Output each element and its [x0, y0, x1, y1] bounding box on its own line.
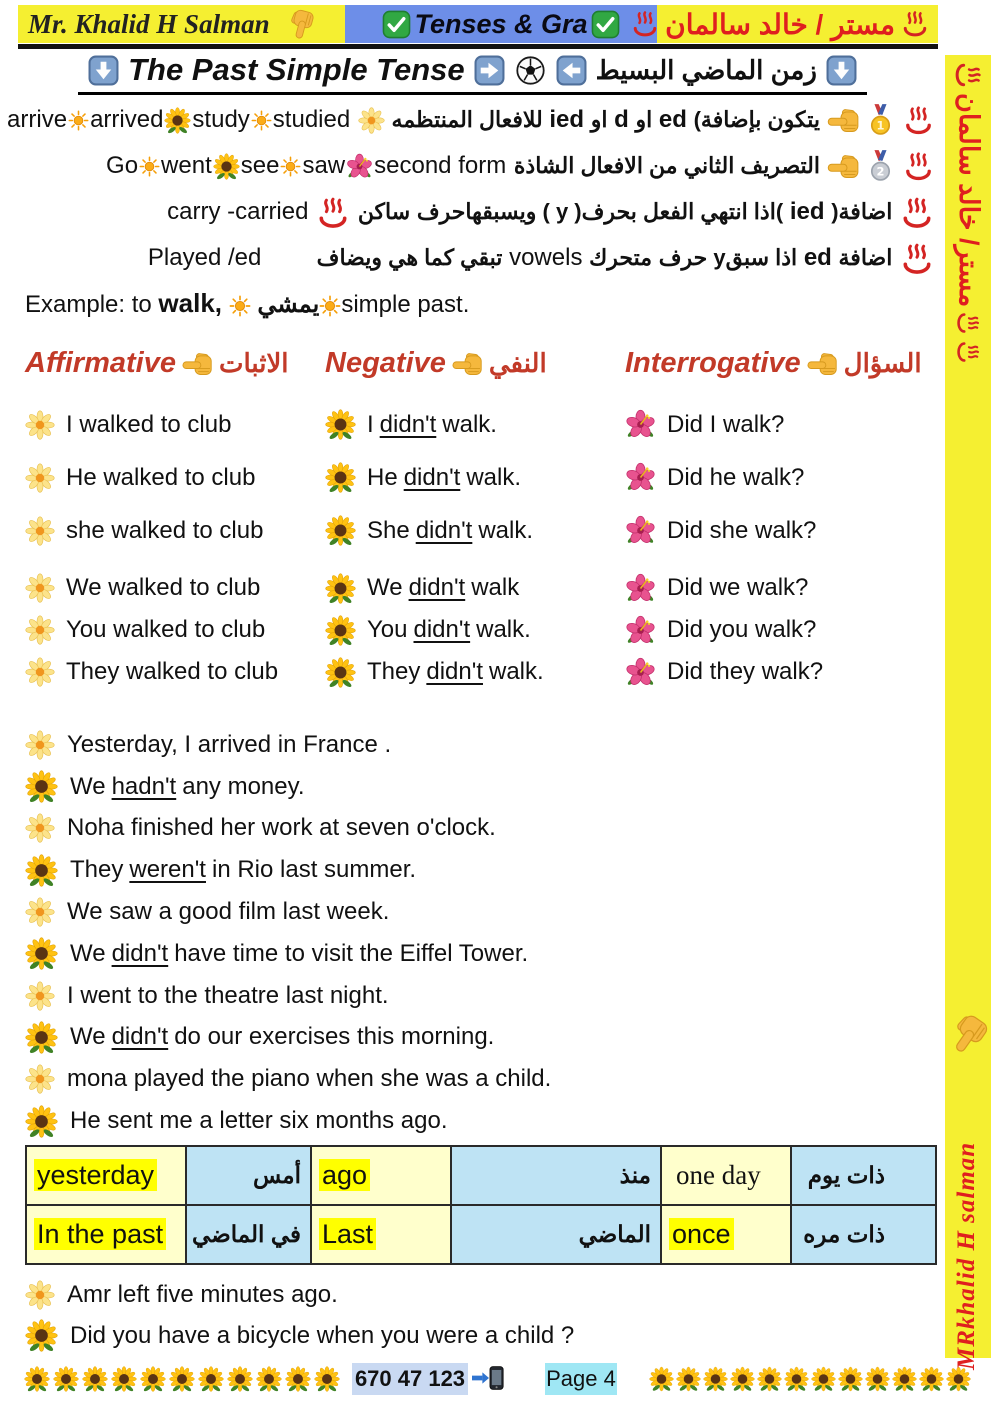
hibiscus-icon	[625, 515, 656, 546]
list-item: mona played the piano when she was a child.	[25, 1058, 563, 1100]
sunflower-icon	[919, 1365, 944, 1393]
rules-section	[7, 97, 935, 281]
affirmative-cell	[25, 609, 325, 651]
sentence-text: I didn't walk.	[367, 410, 497, 438]
interrogative-cell	[625, 504, 935, 557]
sunflower-icon	[227, 1365, 253, 1393]
blossom-icon	[25, 897, 55, 927]
blossom-icon	[358, 107, 385, 134]
sunflower-icon	[730, 1365, 755, 1393]
sentence-text: They didn't walk.	[367, 658, 544, 685]
blossom-icon	[25, 410, 55, 440]
sunflower-icon	[325, 573, 356, 604]
list-item: Yesterday, I arrived in France .	[25, 724, 563, 766]
sentence-text: Did they walk?	[667, 658, 824, 685]
rule-text-arabic: للافعال المنتظمه	[391, 107, 543, 132]
table-cell: منذ	[451, 1146, 661, 1205]
title-arabic: زمن الماضي البسيط	[595, 54, 817, 85]
footer	[0, 1360, 992, 1403]
table-cell: الماضي	[451, 1205, 661, 1264]
negative-cell	[325, 567, 625, 609]
sunflower-icon	[25, 937, 58, 970]
phone-with-arrow-icon	[472, 1365, 506, 1391]
right-sidebar	[945, 55, 991, 1370]
table-cell: In the past	[26, 1205, 186, 1264]
sentence-text: We didn't walk	[367, 574, 520, 601]
sentence-text: He walked to club	[66, 463, 256, 491]
table-cell: once	[661, 1205, 791, 1264]
table-row	[26, 1146, 936, 1205]
second-form-label: second form	[374, 152, 507, 179]
header-english: Negative	[325, 347, 446, 379]
sentence-text: Did you walk?	[667, 616, 817, 643]
verb-examples	[6, 106, 351, 133]
header-left	[28, 9, 316, 40]
sunflower-icon	[285, 1365, 311, 1393]
sunflower-icon	[325, 615, 356, 646]
verb-base: arrive	[7, 106, 68, 133]
sunflower-icon	[24, 1365, 50, 1393]
list-item: We didn't do our exercises this morning.	[25, 1017, 563, 1059]
sentence-text: She didn't walk.	[367, 516, 534, 544]
rule-text-arabic: اذا سبقy حرف	[658, 245, 798, 270]
sunflower-icon	[838, 1365, 863, 1393]
hot-springs-icon	[899, 195, 935, 231]
sun-icon	[139, 156, 160, 177]
sunflower-icon	[140, 1365, 166, 1393]
rule-text-arabic: او	[635, 107, 653, 132]
phone-number-box: 670 47 123	[352, 1363, 468, 1395]
list-item: Amr left five minutes ago.	[25, 1274, 574, 1315]
rule-ed-spelling	[20, 235, 935, 281]
sunflower-icon	[256, 1365, 282, 1393]
affirmative-cell	[25, 651, 325, 693]
sunflower-icon	[325, 409, 356, 440]
blossom-icon	[25, 657, 55, 687]
sunflower-icon	[53, 1365, 79, 1393]
table-cell: one day	[661, 1146, 791, 1205]
header-english: Interrogative	[625, 347, 801, 379]
blossom-icon	[25, 981, 55, 1011]
rule-text-arabic: او	[590, 107, 608, 132]
list-item: We hadn't any money.	[25, 766, 563, 808]
sunflower-icon	[164, 107, 191, 134]
rule-text-arabic: اضافة(	[831, 199, 893, 224]
conjugation-grid-singular	[25, 398, 935, 557]
check-icon	[382, 10, 411, 39]
verb-past: saw	[302, 152, 346, 179]
sun-icon	[280, 156, 301, 177]
page-number-box: Page 4	[545, 1363, 617, 1395]
hibiscus-icon	[625, 615, 656, 646]
negative-cell	[325, 504, 625, 557]
title-english: The Past Simple Tense	[128, 52, 465, 87]
sunflower-row-right	[649, 1365, 971, 1393]
interrogative-cell	[625, 651, 935, 693]
sunflower-icon	[82, 1365, 108, 1393]
suffix-ed: ed	[658, 106, 687, 133]
played-example: Played /ed	[147, 244, 262, 271]
blossom-icon	[25, 463, 55, 493]
header-arabic: النفي	[488, 348, 547, 378]
point-left-hand-icon	[827, 154, 860, 179]
sunflower-icon	[25, 854, 58, 887]
sunflower-icon	[676, 1365, 701, 1393]
rule-ied-spelling	[20, 189, 935, 235]
affirmative-cell	[25, 451, 325, 504]
example-text: Example: to	[25, 291, 159, 318]
sidebar-teacher-arabic: مستر/ خالد سالمان	[953, 93, 984, 308]
rule-text-arabic: تبقي كما هي ويضاف	[316, 245, 503, 270]
walk-word: walk,	[158, 288, 222, 318]
table-cell: Last	[311, 1205, 451, 1264]
verb-past: went	[161, 152, 212, 179]
interrogative-cell	[625, 567, 935, 609]
point-left-hand-icon	[182, 352, 213, 376]
hot-springs-icon	[899, 241, 935, 277]
example-text: simple past.	[341, 291, 470, 318]
conjugation-grid-plural	[25, 567, 935, 693]
sunflower-icon	[314, 1365, 340, 1393]
rule-text-arabic: اضافة	[838, 245, 893, 270]
down-arrow-icon	[826, 55, 857, 86]
soccer-ball-icon	[514, 54, 547, 87]
sentence-text: He didn't walk.	[367, 463, 521, 491]
teacher-name-arabic: مستر / خالد سالمان	[665, 8, 895, 40]
list-item: Did you have a bicycle when you were a child ?	[25, 1315, 574, 1356]
point-left-hand-icon	[807, 352, 838, 376]
sentence-text: Did I walk?	[667, 410, 785, 438]
call-me-hand-icon	[285, 6, 316, 41]
table-cell: أمس	[186, 1146, 311, 1205]
header-english: Affirmative	[25, 347, 176, 379]
interrogative-cell	[625, 398, 935, 451]
verb-base: study	[192, 106, 250, 133]
sunflower-icon	[325, 462, 356, 493]
interrogative-cell	[625, 609, 935, 651]
hibiscus-icon	[625, 573, 656, 604]
hibiscus-icon	[625, 462, 656, 493]
negative-cell	[325, 398, 625, 451]
list-item: Noha finished her work at seven o'clock.	[25, 808, 563, 850]
table-cell: ذات مره	[791, 1205, 936, 1264]
rule-text-arabic: )اذا انتهي الفعل بحرف( y ) ويسبقهاحرف	[416, 199, 784, 224]
hibiscus-icon	[625, 409, 656, 440]
hot-springs-icon	[630, 9, 660, 39]
table-cell: ذات يوم	[791, 1146, 936, 1205]
sunflower-icon	[25, 770, 58, 803]
right-arrow-icon	[474, 55, 505, 86]
negative-cell	[325, 451, 625, 504]
sunflower-icon	[25, 1105, 58, 1138]
blossom-icon	[25, 1280, 55, 1310]
sentence-text: Did he walk?	[667, 463, 805, 491]
check-icon	[591, 10, 620, 39]
blossom-icon	[25, 730, 55, 760]
header-arabic: الاثبات	[218, 348, 289, 378]
hot-springs-icon	[953, 60, 983, 90]
blossom-icon	[25, 573, 55, 603]
table-cell: في الماضي	[186, 1205, 311, 1264]
rule-regular-verbs	[7, 97, 935, 143]
sunflower-icon	[25, 1319, 58, 1352]
verb-past: arrived	[90, 106, 164, 133]
sun-icon	[68, 110, 89, 131]
sunflower-icon	[325, 515, 356, 546]
sunflower-icon	[169, 1365, 195, 1393]
sunflower-icon	[811, 1365, 836, 1393]
down-arrow-icon	[88, 55, 119, 86]
hot-springs-icon	[902, 150, 935, 183]
negative-cell	[325, 609, 625, 651]
blossom-icon	[25, 516, 55, 546]
list-item: We saw a good film last week.	[25, 891, 563, 933]
rule-irregular-verbs	[20, 143, 935, 189]
point-left-hand-icon	[452, 352, 483, 376]
table-row	[26, 1205, 936, 1264]
negative-cell	[325, 651, 625, 693]
tail-sentences	[25, 1274, 574, 1356]
suffix-ied: ied	[549, 106, 585, 133]
sunflower-icon	[198, 1365, 224, 1393]
title-row	[0, 52, 945, 95]
hot-springs-icon	[902, 104, 935, 137]
header-right	[630, 5, 930, 43]
header-divider	[18, 44, 938, 49]
negative-header	[325, 347, 625, 380]
call-me-hand-icon	[943, 1008, 992, 1059]
affirmative-cell	[25, 567, 325, 609]
vowels-label: vowels	[509, 244, 583, 271]
affirmative-cell	[25, 398, 325, 451]
example-sentences	[25, 724, 563, 1142]
sunflower-icon	[649, 1365, 674, 1393]
list-item: They weren't in Rio last summer.	[25, 849, 563, 891]
suffix-ed: ed	[803, 244, 832, 271]
sunflower-icon	[757, 1365, 782, 1393]
point-left-hand-icon	[827, 108, 860, 133]
sunflower-icon	[703, 1365, 728, 1393]
sentence-text: You walked to club	[66, 616, 266, 643]
affirmative-cell	[25, 504, 325, 557]
sunflower-icon	[213, 153, 240, 180]
sunflower-icon	[892, 1365, 917, 1393]
sentence-text: We walked to club	[66, 574, 261, 601]
verb-base: see	[240, 152, 280, 179]
sun-icon	[229, 295, 251, 317]
hot-springs-icon	[955, 339, 981, 365]
left-arrow-icon	[556, 55, 587, 86]
suffix-d: d	[614, 106, 629, 133]
header-arabic: السؤال	[843, 348, 922, 378]
subject-banner	[345, 5, 657, 43]
walk-arabic: يمشي	[257, 291, 320, 318]
sentence-text: You didn't walk.	[367, 616, 531, 643]
hibiscus-icon	[625, 657, 656, 688]
sidebar-top	[945, 55, 991, 365]
teacher-name-script: Mr. Khalid H Salman	[28, 8, 270, 39]
verb-past: studied	[272, 106, 351, 133]
list-item: He sent me a letter six months ago.	[25, 1100, 563, 1142]
blossom-icon	[25, 615, 55, 645]
hot-springs-icon	[315, 195, 351, 231]
hot-springs-icon	[900, 9, 930, 39]
sunflower-row-left	[24, 1365, 340, 1393]
sentence-text: Did she walk?	[667, 516, 817, 544]
sentence-text: I walked to club	[66, 410, 232, 438]
suffix-ied: ied	[789, 198, 825, 225]
sunflower-icon	[325, 657, 356, 688]
sentence-text: They walked to club	[66, 658, 279, 685]
sun-icon	[251, 110, 272, 131]
interrogative-cell	[625, 451, 935, 504]
silver-medal-icon	[866, 150, 895, 184]
sentence-text: she walked to club	[66, 516, 264, 544]
table-cell: yesterday	[26, 1146, 186, 1205]
vowel-word: متحرك	[589, 245, 653, 270]
sunflower-icon	[111, 1365, 137, 1393]
verb-examples	[105, 152, 507, 179]
rule-text-arabic: التصريف الثاني من الافعال الشاذة	[513, 153, 820, 178]
gold-medal-icon	[866, 104, 895, 138]
subject-title: Tenses & Gra	[414, 8, 588, 39]
example-line	[25, 288, 469, 319]
interrogative-header	[625, 347, 935, 380]
consonant-word: ساكن	[357, 199, 411, 224]
header-bar	[18, 5, 938, 43]
column-headers	[25, 347, 935, 380]
sunflower-icon	[784, 1365, 809, 1393]
blossom-icon	[25, 1064, 55, 1094]
affirmative-header	[25, 347, 325, 380]
hot-springs-icon	[955, 310, 981, 336]
sidebar-teacher-script: MRkhalid H salman	[953, 1141, 980, 1370]
sun-icon	[319, 295, 341, 317]
blossom-icon	[25, 813, 55, 843]
rule-text-arabic: يتكون بإضافة)	[693, 107, 820, 132]
sunflower-icon	[25, 1021, 58, 1054]
time-expressions-table	[25, 1145, 937, 1265]
page-title	[78, 52, 867, 95]
table-cell: ago	[311, 1146, 451, 1205]
sunflower-icon	[865, 1365, 890, 1393]
carry-example: carry -carried	[167, 198, 309, 225]
list-item: I went to the theatre last night.	[25, 975, 563, 1017]
hibiscus-icon	[346, 153, 373, 180]
list-item: We didn't have time to visit the Eiffel Tower.	[25, 933, 563, 975]
sentence-text: Did we walk?	[667, 574, 809, 601]
verb-base: Go	[106, 152, 139, 179]
